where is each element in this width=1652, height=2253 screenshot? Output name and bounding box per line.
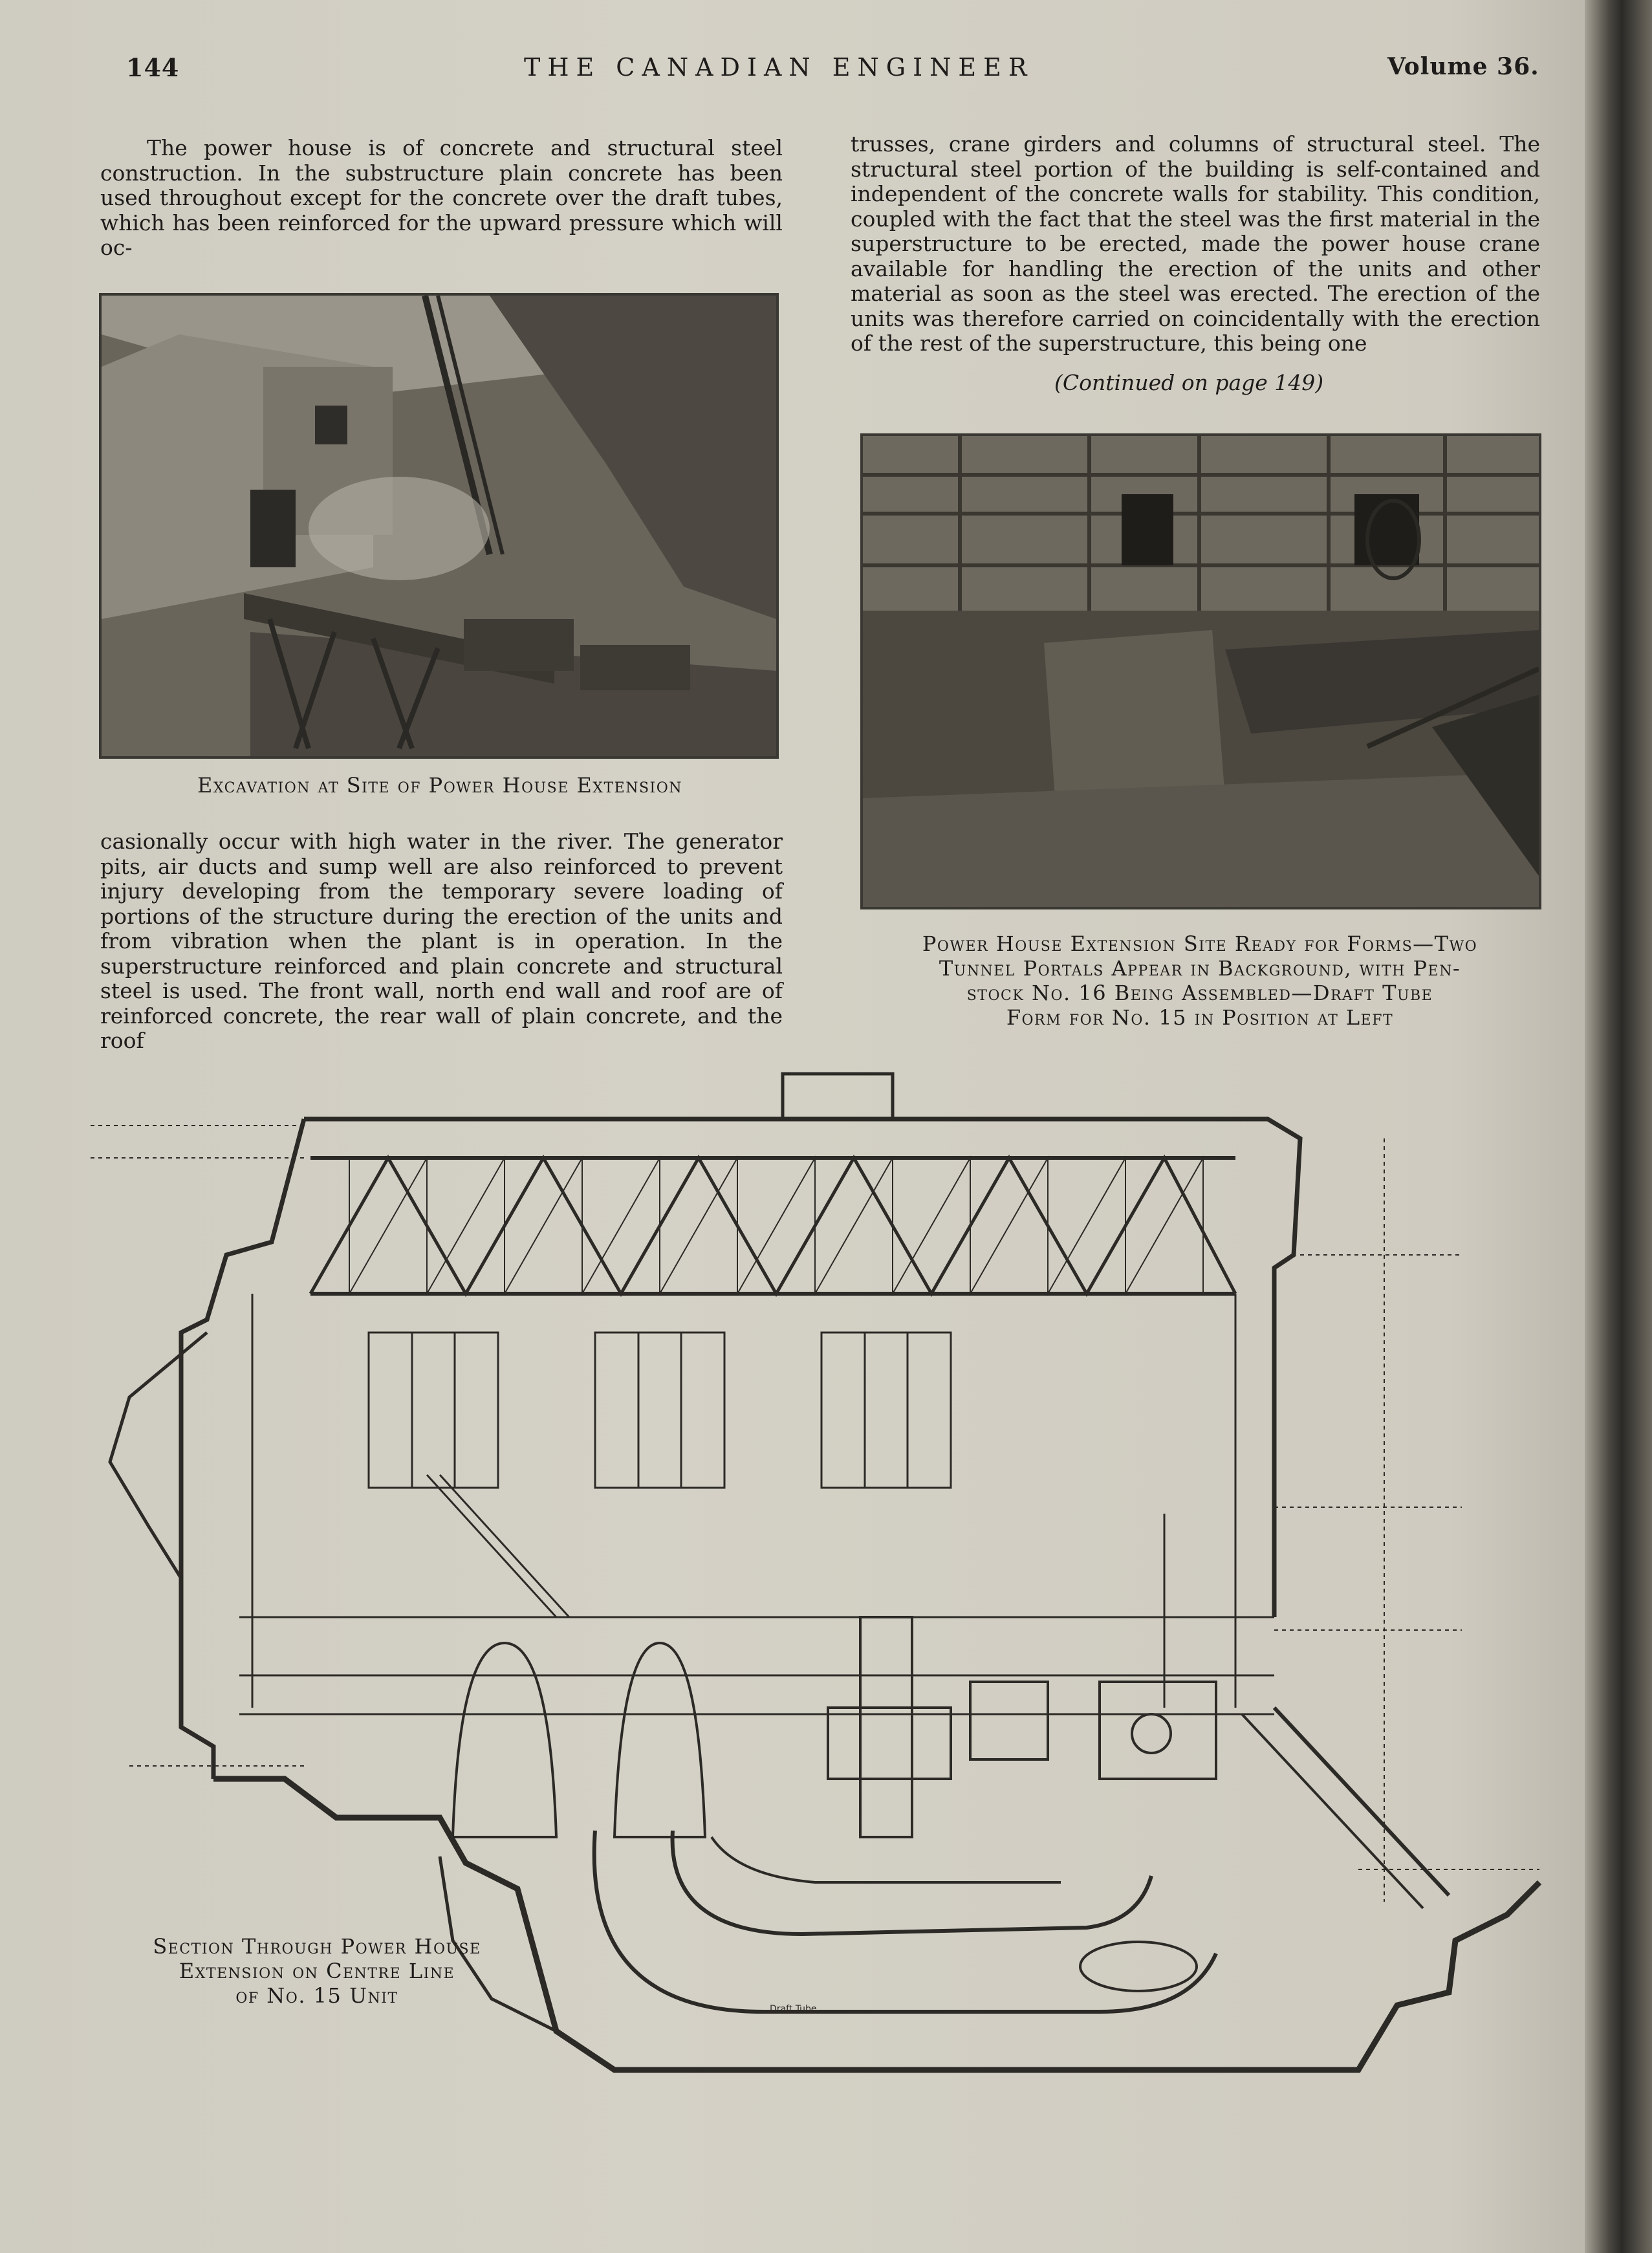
continued-note: (Continued on page 149): [1054, 370, 1324, 395]
caption-line: Power House Extension Site Ready for Forms—Two: [922, 931, 1478, 956]
left-column-top-text: [100, 136, 783, 261]
photo-excavation-image: [102, 296, 776, 756]
paragraph: casionally occur with high water in the river. The generator pits, air ducts and sump well are also reinforced to prevent injury developing from the temporary severe loading of portions of the structure during the erection of the units and from vibration when the plant is in operation. In the superstructure reinforced and plain concrete and structural steel is used. The front wall, north end wall and roof are of reinforced concrete, the rear wall of plain concrete, and the roof: [100, 829, 783, 1053]
left-column-bottom-text: [100, 829, 783, 1054]
book-binding-gutter: [1585, 0, 1652, 2253]
right-column-text: [851, 132, 1540, 356]
photo-excavation: [99, 293, 779, 759]
journal-title: THE CANADIAN ENGINEER: [524, 53, 1034, 82]
paragraph: The power house is of concrete and structural steel construction. In the substructure plain concrete has been used throughout except for the concrete over the draft tubes, which has been reinforced for the upward pressure which will oc-: [100, 135, 783, 260]
caption-line: Section Through Power House: [153, 1934, 481, 1959]
photo-forms-ready-caption: [834, 931, 1565, 1030]
photo-excavation-caption: Excavation at Site of Power House Extension: [197, 773, 682, 798]
caption-line: stock No. 16 Being Assembled—Draft Tube: [966, 981, 1433, 1005]
caption-line: Extension on Centre Line: [179, 1959, 455, 1983]
caption-line: of No. 15 Unit: [235, 1983, 398, 2008]
photo-forms-ready-image: [863, 436, 1539, 907]
photo-forms-ready: [860, 433, 1541, 909]
caption-line: Tunnel Portals Appear in Background, with Pen-: [939, 956, 1461, 981]
page-number: 144: [126, 53, 180, 82]
section-drawing-caption: [123, 1934, 511, 2008]
caption-line: Form for No. 15 in Position at Left: [1006, 1005, 1394, 1030]
paragraph: trusses, crane girders and columns of structural steel. The structural steel portion of the building is self-contained and independent of the concrete walls for stability. This condition, coupled with the fact that the steel was the first material in the superstructure to be erected, made the power house crane available for handling the erection of the units and other material as soon as the steel was erected. The erection of the units was therefore carried on coincidentally with the erection of the rest of the superstructure, this being one: [851, 131, 1540, 356]
volume-label: Volume 36.: [1387, 53, 1539, 80]
draft-tube-label: Draft Tube: [770, 2004, 817, 2014]
